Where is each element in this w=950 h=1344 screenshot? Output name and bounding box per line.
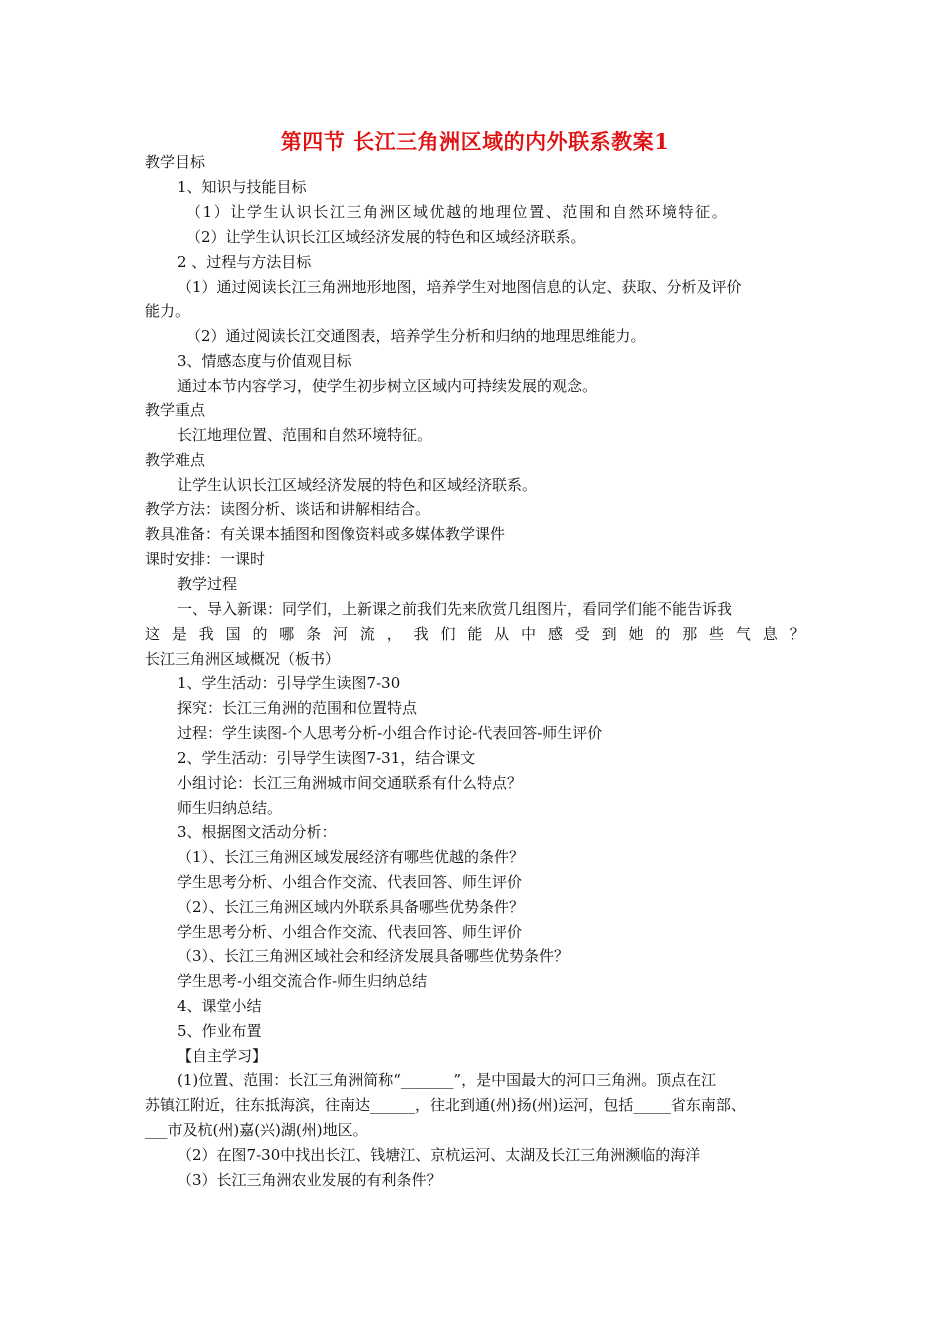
text-char: 这 <box>145 625 161 643</box>
text-char: 条 <box>306 625 322 643</box>
text-line: （2）让学生认识长江区域经济发展的特色和区域经济联系。 <box>186 228 586 246</box>
text-line: （1）、长江三角洲区域发展经济有哪些优越的条件？ <box>177 848 525 866</box>
text-line: 让学生认识长江区域经济发展的特色和区域经济联系。 <box>177 476 538 494</box>
text-line: 教具准备：有关课本插图和图像资料或多媒体教学课件 <box>145 525 506 543</box>
text-line: 课时安排：一课时 <box>145 550 266 568</box>
text-line: 教学难点 <box>145 451 206 469</box>
text-char: 受 <box>574 625 590 643</box>
text-line: （3）、长江三角洲区域社会和经济发展具备哪些优势条件？ <box>177 947 570 965</box>
text-line: 能力。 <box>145 302 191 320</box>
text-line: 1、知识与技能目标 <box>177 178 307 196</box>
text-line: （2）、长江三角洲区域内外联系具备哪些优势条件？ <box>177 898 525 916</box>
text-line: （2）在图7-30中找出长江、钱塘江、京杭运河、太湖及长江三角洲濒临的海洋 <box>177 1146 701 1164</box>
document-title: 第四节 长江三角洲区域的内外联系教案1 <box>280 129 670 154</box>
text-char: 她 <box>628 625 644 643</box>
text-line: 教学过程 <box>177 575 238 593</box>
text-char: ， <box>386 625 402 643</box>
text-char: 河 <box>333 625 349 643</box>
text-line: （3）长江三角洲农业发展的有利条件？ <box>177 1171 442 1189</box>
text-line: 4、课堂小结 <box>177 997 262 1015</box>
text-line: 学生思考分析、小组合作交流、代表回答、师生评价 <box>177 923 523 941</box>
text-char: 气 <box>735 625 751 643</box>
text-char: 息 <box>762 625 778 643</box>
text-line: 2 、过程与方法目标 <box>177 253 312 271</box>
text-char: 们 <box>440 625 456 643</box>
text-line: (1)位置、范围：长江三角洲简称“_______”，是中国最大的河口三角洲。顶点在江 <box>177 1071 717 1089</box>
text-char: 感 <box>547 625 563 643</box>
text-char: 到 <box>601 625 617 643</box>
text-char: ？ <box>789 625 805 643</box>
text-line: 小组讨论：长江三角洲城市间交通联系有什么特点？ <box>177 774 523 792</box>
text-line: 教学方法：读图分析、谈话和讲解相结合。 <box>145 500 431 518</box>
text-char: 我 <box>198 625 214 643</box>
text-line: 学生思考-小组交流合作-师生归纳总结 <box>177 972 428 990</box>
text-line: 2、学生活动：引导学生读图7-31，结合课文 <box>177 749 476 767</box>
text-line: 3、情感态度与价值观目标 <box>177 352 352 370</box>
text-char: 流 <box>359 625 375 643</box>
text-line: （1）让学生认识长江三角洲区域优越的地理位置、范围和自然环境特征。 <box>186 203 729 221</box>
text-char: 的 <box>655 625 671 643</box>
text-line: 探究：长江三角洲的范围和位置特点 <box>177 699 418 717</box>
text-char: 我 <box>413 625 429 643</box>
text-line: 通过本节内容学习，使学生初步树立区域内可持续发展的观念。 <box>177 377 598 395</box>
text-char: 能 <box>467 625 483 643</box>
text-line: 过程：学生读图-个人思考分析-小组合作讨论-代表回答-师生评价 <box>177 724 603 742</box>
text-line: 师生归纳总结。 <box>177 799 283 817</box>
text-line: 教学目标 <box>145 153 206 171</box>
text-line: 3、根据图文活动分析： <box>177 823 337 841</box>
text-char: 是 <box>171 625 187 643</box>
text-line: 苏镇江附近，往东抵海滨，往南达______，往北到通(州)扬(州)运河，包括_____省东南部、 <box>145 1096 746 1114</box>
text-char: 的 <box>252 625 268 643</box>
text-char: 国 <box>225 625 241 643</box>
text-line: （2）通过阅读长江交通图表，培养学生分析和归纳的地理思维能力。 <box>186 327 646 345</box>
text-line: 一、导入新课：同学们，上新课之前我们先来欣赏几组图片，看同学们能不能告诉我 <box>177 600 733 618</box>
justified-text-line <box>145 624 805 644</box>
text-line: 教学重点 <box>145 401 206 419</box>
text-line: （1）通过阅读长江三角洲地形地图，培养学生对地图信息的认定、获取、分析及评价 <box>177 278 742 296</box>
text-char: 哪 <box>279 625 295 643</box>
text-char: 从 <box>494 625 510 643</box>
text-char: 那 <box>682 625 698 643</box>
text-char: 些 <box>709 625 725 643</box>
text-line: 学生思考分析、小组合作交流、代表回答、师生评价 <box>177 873 523 891</box>
section-heading: 【自主学习】 <box>177 1047 268 1065</box>
text-line: 5、作业布置 <box>177 1022 262 1040</box>
text-line: ___市及杭(州)嘉(兴)湖(州)地区。 <box>145 1121 368 1139</box>
text-line: 长江三角洲区域概况（板书） <box>145 650 341 668</box>
text-line: 1、学生活动：引导学生读图7-30 <box>177 674 401 692</box>
text-char: 中 <box>521 625 537 643</box>
text-line: 长江地理位置、范围和自然环境特征。 <box>177 426 433 444</box>
